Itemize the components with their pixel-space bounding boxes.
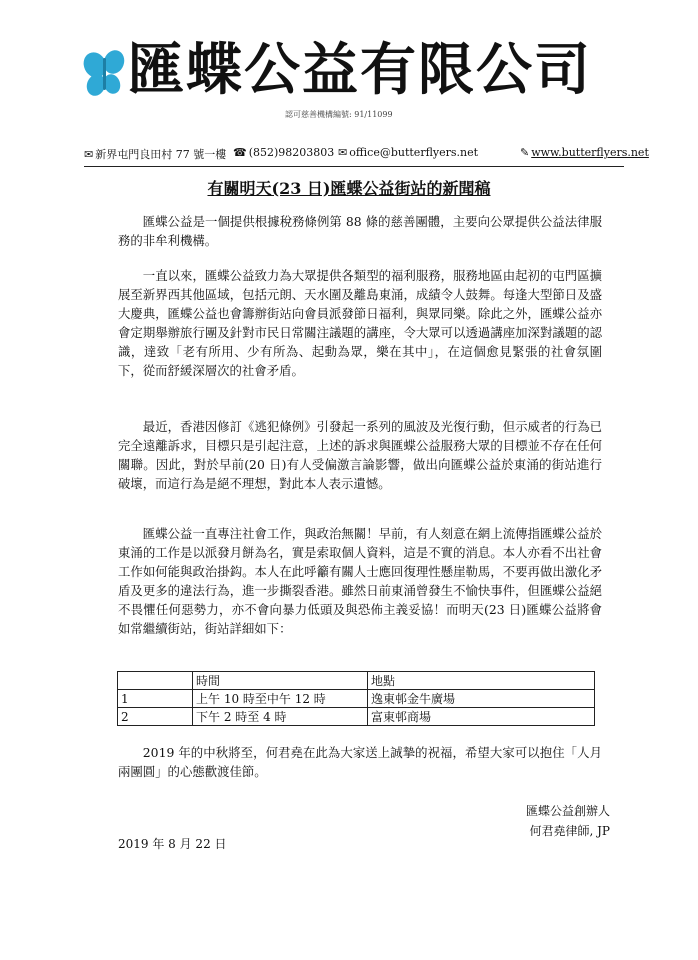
table-row — [118, 708, 595, 726]
table-header-row — [118, 672, 595, 690]
mail-icon: ✉ — [84, 147, 94, 161]
paragraph-recent-events: 最近，香港因修訂《逃犯條例》引發起一系列的風波及光復行動，但示威者的行為已完全遠離訴求，目標只是引起注意，上述的訴求與匯蝶公益服務大眾的目標並不存在任何關聯。因此，對於早前(20 日)有人受偏激言論影響，做出向匯蝶公益於東涌的街站進行破壞，而這行為是絕不理想，對此本人表示遺憾。 — [118, 419, 602, 491]
signature-organization: 匯蝶公益創辦人 — [525, 804, 610, 818]
street-booth-schedule-table — [117, 671, 595, 726]
website[interactable] — [520, 146, 649, 159]
document-date: 2019 年 8 月 22 日 — [118, 837, 227, 851]
address — [84, 146, 226, 162]
contact-bar — [84, 146, 649, 162]
website-link[interactable]: www.butterflyers.net — [531, 146, 649, 159]
phone-text: (852)98203803 — [248, 146, 335, 159]
email-icon: ✉ — [338, 146, 348, 159]
email-text[interactable]: office@butterflyers.net — [349, 146, 479, 159]
table-cell: 上午 10 時至中午 12 時 — [193, 690, 368, 708]
table-cell: 1 — [118, 690, 193, 708]
table-header-cell: 時間 — [193, 672, 368, 690]
paragraph-statement: 匯蝶公益一直專注社會工作，與政治無關！早前，有人刻意在網上流傳指匯蝶公益於東涌的工作是以派發月餅為名，實是索取個人資料，這是不實的消息。本人亦看不出社會工作如何能與政治掛鈎。本人在此呼籲有關人士應回復理性懸崖勒馬，不要再做出激化矛盾及更多的違法行為，進一步撕裂香港。雖然日前東涌曾發生不愉快事件，但匯蝶公益絕不畏懼任何惡勢力，亦不會向暴力低頭及與恐佈主義妥協！而明天(23 日)匯蝶公益將會如常繼續街站，街站詳細如下： — [118, 526, 602, 636]
table-cell: 逸東邨金牛廣場 — [368, 690, 595, 708]
table-cell: 2 — [118, 708, 193, 726]
table-cell: 富東邨商場 — [368, 708, 595, 726]
company-name: 匯蝶公益有限公司 — [128, 38, 592, 103]
phone-icon: ☎ — [233, 146, 247, 159]
document-title-text: 有關明天(23 日)匯蝶公益街站的新聞稿 — [207, 179, 491, 198]
header-divider — [84, 166, 624, 167]
signature-name: 何君堯律師, JP — [529, 824, 610, 838]
web-icon: ✎ — [520, 146, 530, 159]
charity-registration-number: 認可慈善機構編號: 91/11099 — [285, 110, 393, 119]
phone — [233, 146, 334, 159]
table-header-cell: 地點 — [368, 672, 595, 690]
butterfly-logo-icon — [82, 48, 128, 100]
email[interactable] — [338, 146, 478, 159]
paragraph-services: 一直以來，匯蝶公益致力為大眾提供各類型的福利服務，服務地區由起初的屯門區擴展至新界西其他區域，包括元朗、天水圍及離島東涌，成績令人鼓舞。每逢大型節日及盛大慶典，匯蝶公益也會籌辦街站向會員派發節日福利，與眾同樂。除此之外，匯蝶公益亦會定期舉辦旅行團及針對市民日常關注議題的講座，令大眾可以透過講座加深對議題的認識，達致「老有所用、少有所為、起動為眾，樂在其中」，在這個愈見緊張的社會氛圍下，從而舒緩深層次的社會矛盾。 — [118, 268, 602, 378]
paragraph-closing: 2019 年的中秋將至，何君堯在此為大家送上誠摯的祝福，希望大家可以抱住「人月兩團圓」的心態歡渡佳節。 — [118, 745, 602, 779]
table-cell: 下午 2 時至 4 時 — [193, 708, 368, 726]
address-text: 新界屯門良田村 77 號一樓 — [95, 148, 227, 161]
document-title — [0, 176, 698, 199]
table-row — [118, 690, 595, 708]
table-header-cell — [118, 672, 193, 690]
paragraph-intro: 匯蝶公益是一個提供根據稅務條例第 88 條的慈善團體，主要向公眾提供公益法律服務的非牟利機構。 — [118, 214, 602, 248]
